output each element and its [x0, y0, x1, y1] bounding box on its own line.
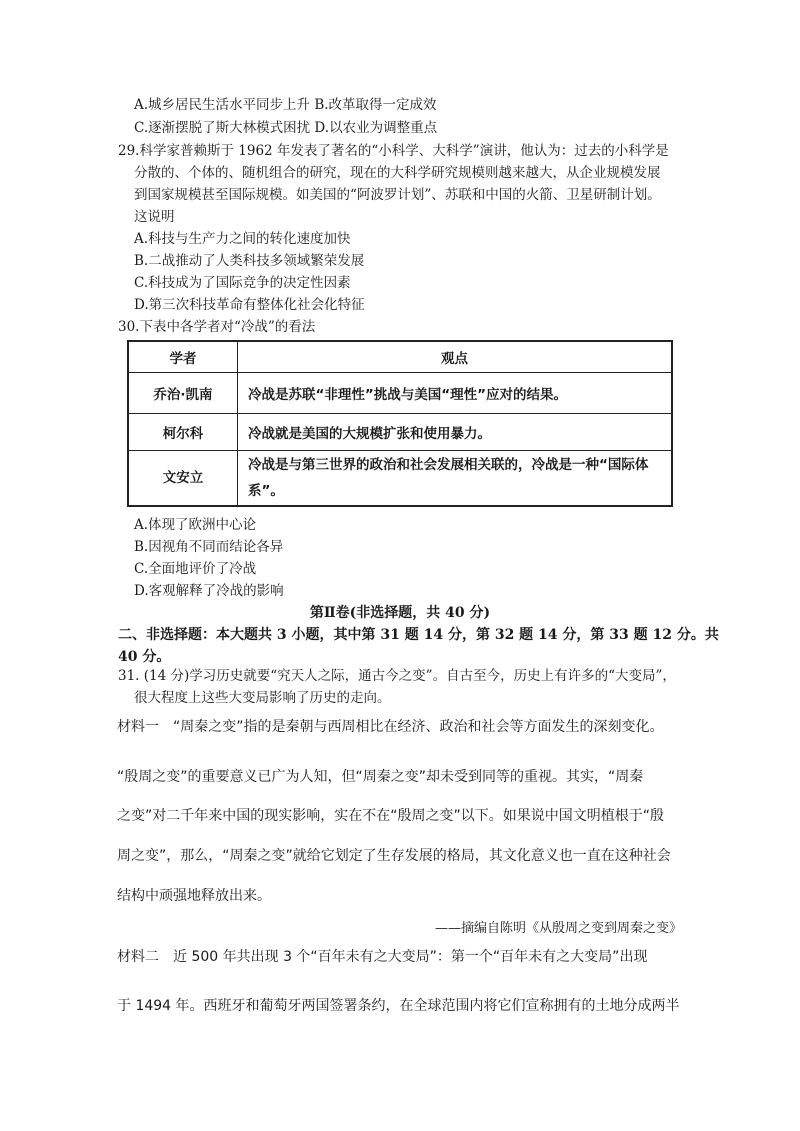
q28-option-ab: A.城乡居民生活水平同步上升 B.改革取得一定成效 — [134, 97, 437, 113]
q29-stem-line: 这说明 — [134, 209, 175, 225]
material2-line: 于 1494 年。西班牙和葡萄牙两国签署条约，在全球范围内将它们宣称拥有的土地分成两半 — [117, 998, 680, 1014]
table-header-row — [128, 341, 672, 373]
material1-attribution: ——摘编自陈明《从殷周之变到周秦之变》 — [434, 921, 682, 936]
q29-option-a: A.科技与生产力之间的转化速度加快 — [134, 231, 351, 247]
cold-war-views-table — [127, 340, 673, 507]
q28-option-cd: C.逐渐摆脱了斯大林模式困扰 D.以农业为调整重点 — [134, 120, 438, 136]
table-row — [128, 451, 672, 507]
scholar-view — [238, 451, 673, 507]
table-row — [128, 414, 672, 451]
q29-option-c: C.科技成为了国际竞争的决定性因素 — [134, 275, 351, 291]
q29-stem-line: 29.科学家普赖斯于 1962 年发表了著名的“小科学、大科学”演讲，他认为：过去的小科学是 — [118, 143, 669, 159]
scholar-name: 文安立 — [128, 451, 238, 507]
q30-option-c: C.全面地评价了冷战 — [134, 561, 257, 577]
scholar-view-line: 系”。 — [248, 483, 284, 499]
material2-line: 材料二 近 500 年共出现 3 个“百年未有之大变局”：第一个“百年未有之大变局”出现 — [117, 949, 648, 965]
part2-instruction: 二、非选择题：本大题共 3 小题，其中第 31 题 14 分，第 32 题 14 分，第 33 题 12 分。共 — [118, 627, 719, 643]
scholar-view: 冷战就是美国的大规模扩张和使用暴力。 — [238, 414, 673, 451]
header-scholar: 学者 — [128, 341, 238, 373]
q30-option-a: A.体现了欧洲中心论 — [134, 517, 257, 533]
q29-stem-line: 到国家规模甚至国际规模。如美国的“阿波罗计划”、苏联和中国的火箭、卫星研制计划。 — [134, 187, 661, 203]
material1-line: 结构中顽强地释放出来。 — [117, 888, 271, 904]
material1-line: 材料一 “周秦之变”指的是秦朝与西周相比在经济、政治和社会等方面发生的深刻变化。 — [117, 719, 664, 735]
table-row — [128, 373, 672, 414]
material1-line: 之变”对二千年来中国的现实影响，实在不在“殷周之变”以下。如果说中国文明植根于“殷 — [117, 808, 665, 824]
part2-instruction: 40 分。 — [118, 649, 171, 665]
q30-stem: 30.下表中各学者对“冷战”的看法 — [118, 319, 316, 335]
q31-intro: 31. (14 分)学习历史就要“究天人之际，通古今之变”。自古至今，历史上有许多的“大变局”， — [118, 668, 676, 684]
scholar-name: 乔治·凯南 — [128, 373, 238, 414]
material1-line: 周之变”，那么，“周秦之变”就给它划定了生存发展的格局，其文化意义也一直在这种社会 — [117, 848, 671, 864]
q29-option-d: D.第三次科技革命有整体化社会化特征 — [134, 297, 365, 313]
scholar-name: 柯尔科 — [128, 414, 238, 451]
scholar-view: 冷战是苏联“非理性”挑战与美国“理性”应对的结果。 — [238, 373, 673, 414]
q29-stem-line: 分散的、个体的、随机组合的研究，现在的大科学研究规模则越来越大，从企业规模发展 — [134, 165, 661, 181]
part2-title: 第Ⅱ卷(非选择题，共 40 分) — [309, 605, 491, 621]
q29-option-b: B.二战推动了人类科技多领域繁荣发展 — [134, 253, 365, 269]
scholar-view-line: 冷战是与第三世界的政治和社会发展相关联的，冷战是一种“国际体 — [248, 457, 649, 473]
q30-option-d: D.客观解释了冷战的影响 — [134, 583, 284, 599]
q31-intro: 很大程度上这些大变局影响了历史的走向。 — [134, 690, 391, 706]
material1-line: “殷周之变”的重要意义已广为人知，但“周秦之变”却未受到同等的重视。其实，“周秦 — [117, 769, 644, 785]
header-view: 观点 — [238, 341, 673, 373]
q30-option-b: B.因视角不同而结论各异 — [134, 539, 284, 555]
